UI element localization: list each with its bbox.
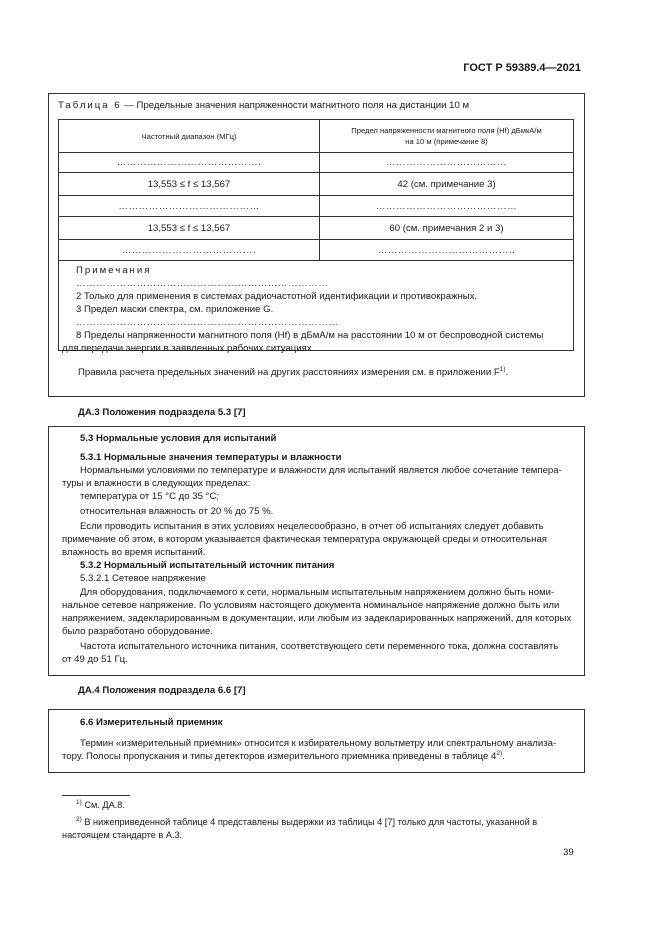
paragraph-line: от 49 до 51 Гц. (62, 654, 128, 665)
section-heading-da3: ДА.3 Положения подраздела 5.3 [7] (78, 407, 246, 418)
paragraph-line: примечание об этом, в котором указывается фактическая температура окружающей среды и относительная (62, 534, 547, 545)
subsection-title: 5.3 Нормальные условия для испытаний (80, 433, 277, 444)
paragraph-line: туры и влажности в следующих пределах: (62, 478, 251, 489)
note-line: ………………………………………………………………… (76, 278, 329, 289)
da4-content (62, 716, 578, 763)
table-cell: 42 (см. примечание 3) (320, 173, 574, 196)
note-line: 2 Только для применения в системах радиочастотной идентификации и противокражных. (76, 291, 478, 302)
table6-caption-text: — Предельные значения напряженности магнитного поля на дистанции 10 м (121, 100, 470, 111)
footnote (62, 816, 582, 829)
table6-rules-text (78, 366, 508, 379)
footnote-mark: 2) (76, 815, 82, 823)
footnote-ref: 2) (496, 749, 503, 757)
subsection-title: 5.3.2 Нормальный испытательный источник питания (80, 560, 335, 571)
table6-col2-header-line1: Предел напряженности магнитного поля (Hf) дБмкА/м (351, 126, 542, 135)
paragraph-line: Если проводить испытания в этих условиях нецелесообразно, в отчет об испытаниях следует добавить (80, 521, 544, 532)
notes-title: Примечания (76, 265, 152, 276)
table-cell: ……………………………… (320, 153, 574, 173)
table-cell: 13,553 ≤ f ≤ 13,567 (59, 173, 320, 196)
table-cell: …………………………………… (320, 196, 574, 217)
section-heading-da4: ДА.4 Положения подраздела 6.6 [7] (78, 685, 246, 696)
subsection-title: 5.3.2.1 Сетевое напряжение (80, 573, 206, 584)
paragraph-line: температура от 15 °С до 35 °С; (80, 491, 220, 502)
paragraph-line: Нормальными условиями по температуре и влажности для испытаний является любое сочетание темпера- (80, 465, 562, 476)
table6-caption-label: Таблица 6 (58, 100, 122, 111)
table6-col1-header: Частотный диапазон (МГц) (59, 120, 320, 153)
note-line: 3 Предел маски спектра, см. приложение G. (76, 304, 274, 315)
da3-content (62, 432, 578, 666)
subsection-title: 6.6 Измерительный приемник (80, 717, 223, 728)
table6-col2-header-line2: на 10 м (примечание 8) (405, 137, 488, 146)
rules-end: . (505, 367, 509, 378)
footnote (62, 799, 582, 812)
paragraph-end: . (502, 751, 505, 762)
rules-text: Правила расчета предельных значений на других расстояниях измерения см. в приложении F (78, 367, 500, 378)
paragraph-line: напряжением, задекларированным в документации, или любым из задекларированных напряжений, для которых (62, 613, 572, 624)
table-cell: …………………………………. (59, 240, 320, 261)
table6-notes (62, 264, 570, 355)
paragraph-line: влажность во время испытаний. (62, 547, 206, 558)
paragraph-line: Частота испытательного источника питания, соответствующего сети переменного тока, должна составлять (80, 641, 559, 652)
footnotes (62, 799, 582, 842)
paragraph-line: было разработано оборудование. (62, 626, 214, 637)
table-cell: ……………………………………. (59, 153, 320, 173)
table6-col2-header (320, 120, 574, 153)
note-line: для передачи энергии в заявленных рабочих ситуациях (62, 343, 312, 354)
table6 (58, 119, 574, 261)
footnote-text: См. ДА.8. (81, 800, 125, 810)
table-cell: 13,553 ≤ f ≤ 13,567 (59, 217, 320, 240)
footnote-separator (62, 795, 130, 796)
paragraph-line (62, 750, 578, 763)
paragraph-line: относительная влажность от 20 % до 75 %. (80, 506, 274, 517)
document-header: ГОСТ Р 59389.4—2021 (463, 62, 581, 74)
note-line: …………………………………………………………………… (76, 317, 339, 328)
table6-caption (58, 99, 469, 112)
subsection-title: 5.3.1 Нормальные значения температуры и влажности (80, 452, 342, 463)
paragraph-text: тору. Полосы пропускания и типы детекторов измерительного приемника приведены в таблице 4 (62, 751, 497, 762)
footnote-text: В нижеприведенной таблице 4 представлены выдержки из таблицы 4 [7] только для частоты, указанной в (81, 817, 538, 827)
table-cell: …………………………………… (59, 196, 320, 217)
footnote-ref: 1) (499, 365, 506, 373)
table-cell: 60 (см. примечания 2 и 3) (320, 217, 574, 240)
table-cell: ………………………………….. (320, 240, 574, 261)
paragraph-line: Для оборудования, подключаемого к сети, нормальным испытательным напряжением должно быть номи- (80, 587, 555, 598)
paragraph-line: нальное сетевое напряжение. По условиям настоящего документа номинальное напряжение должно быть или (62, 600, 560, 611)
footnote-continuation: настоящем стандарте в А.3. (62, 830, 183, 840)
page-number: 39 (563, 847, 574, 858)
paragraph-line: Термин «измерительный приемник» относится к избирательному вольтметру или спектральному анализа- (80, 738, 557, 749)
footnote-mark: 1) (76, 798, 82, 806)
note-line: 8 Пределы напряженности магнитного поля (Hf) в дБмА/м на расстоянии 10 м от беспроводной системы (76, 330, 544, 341)
